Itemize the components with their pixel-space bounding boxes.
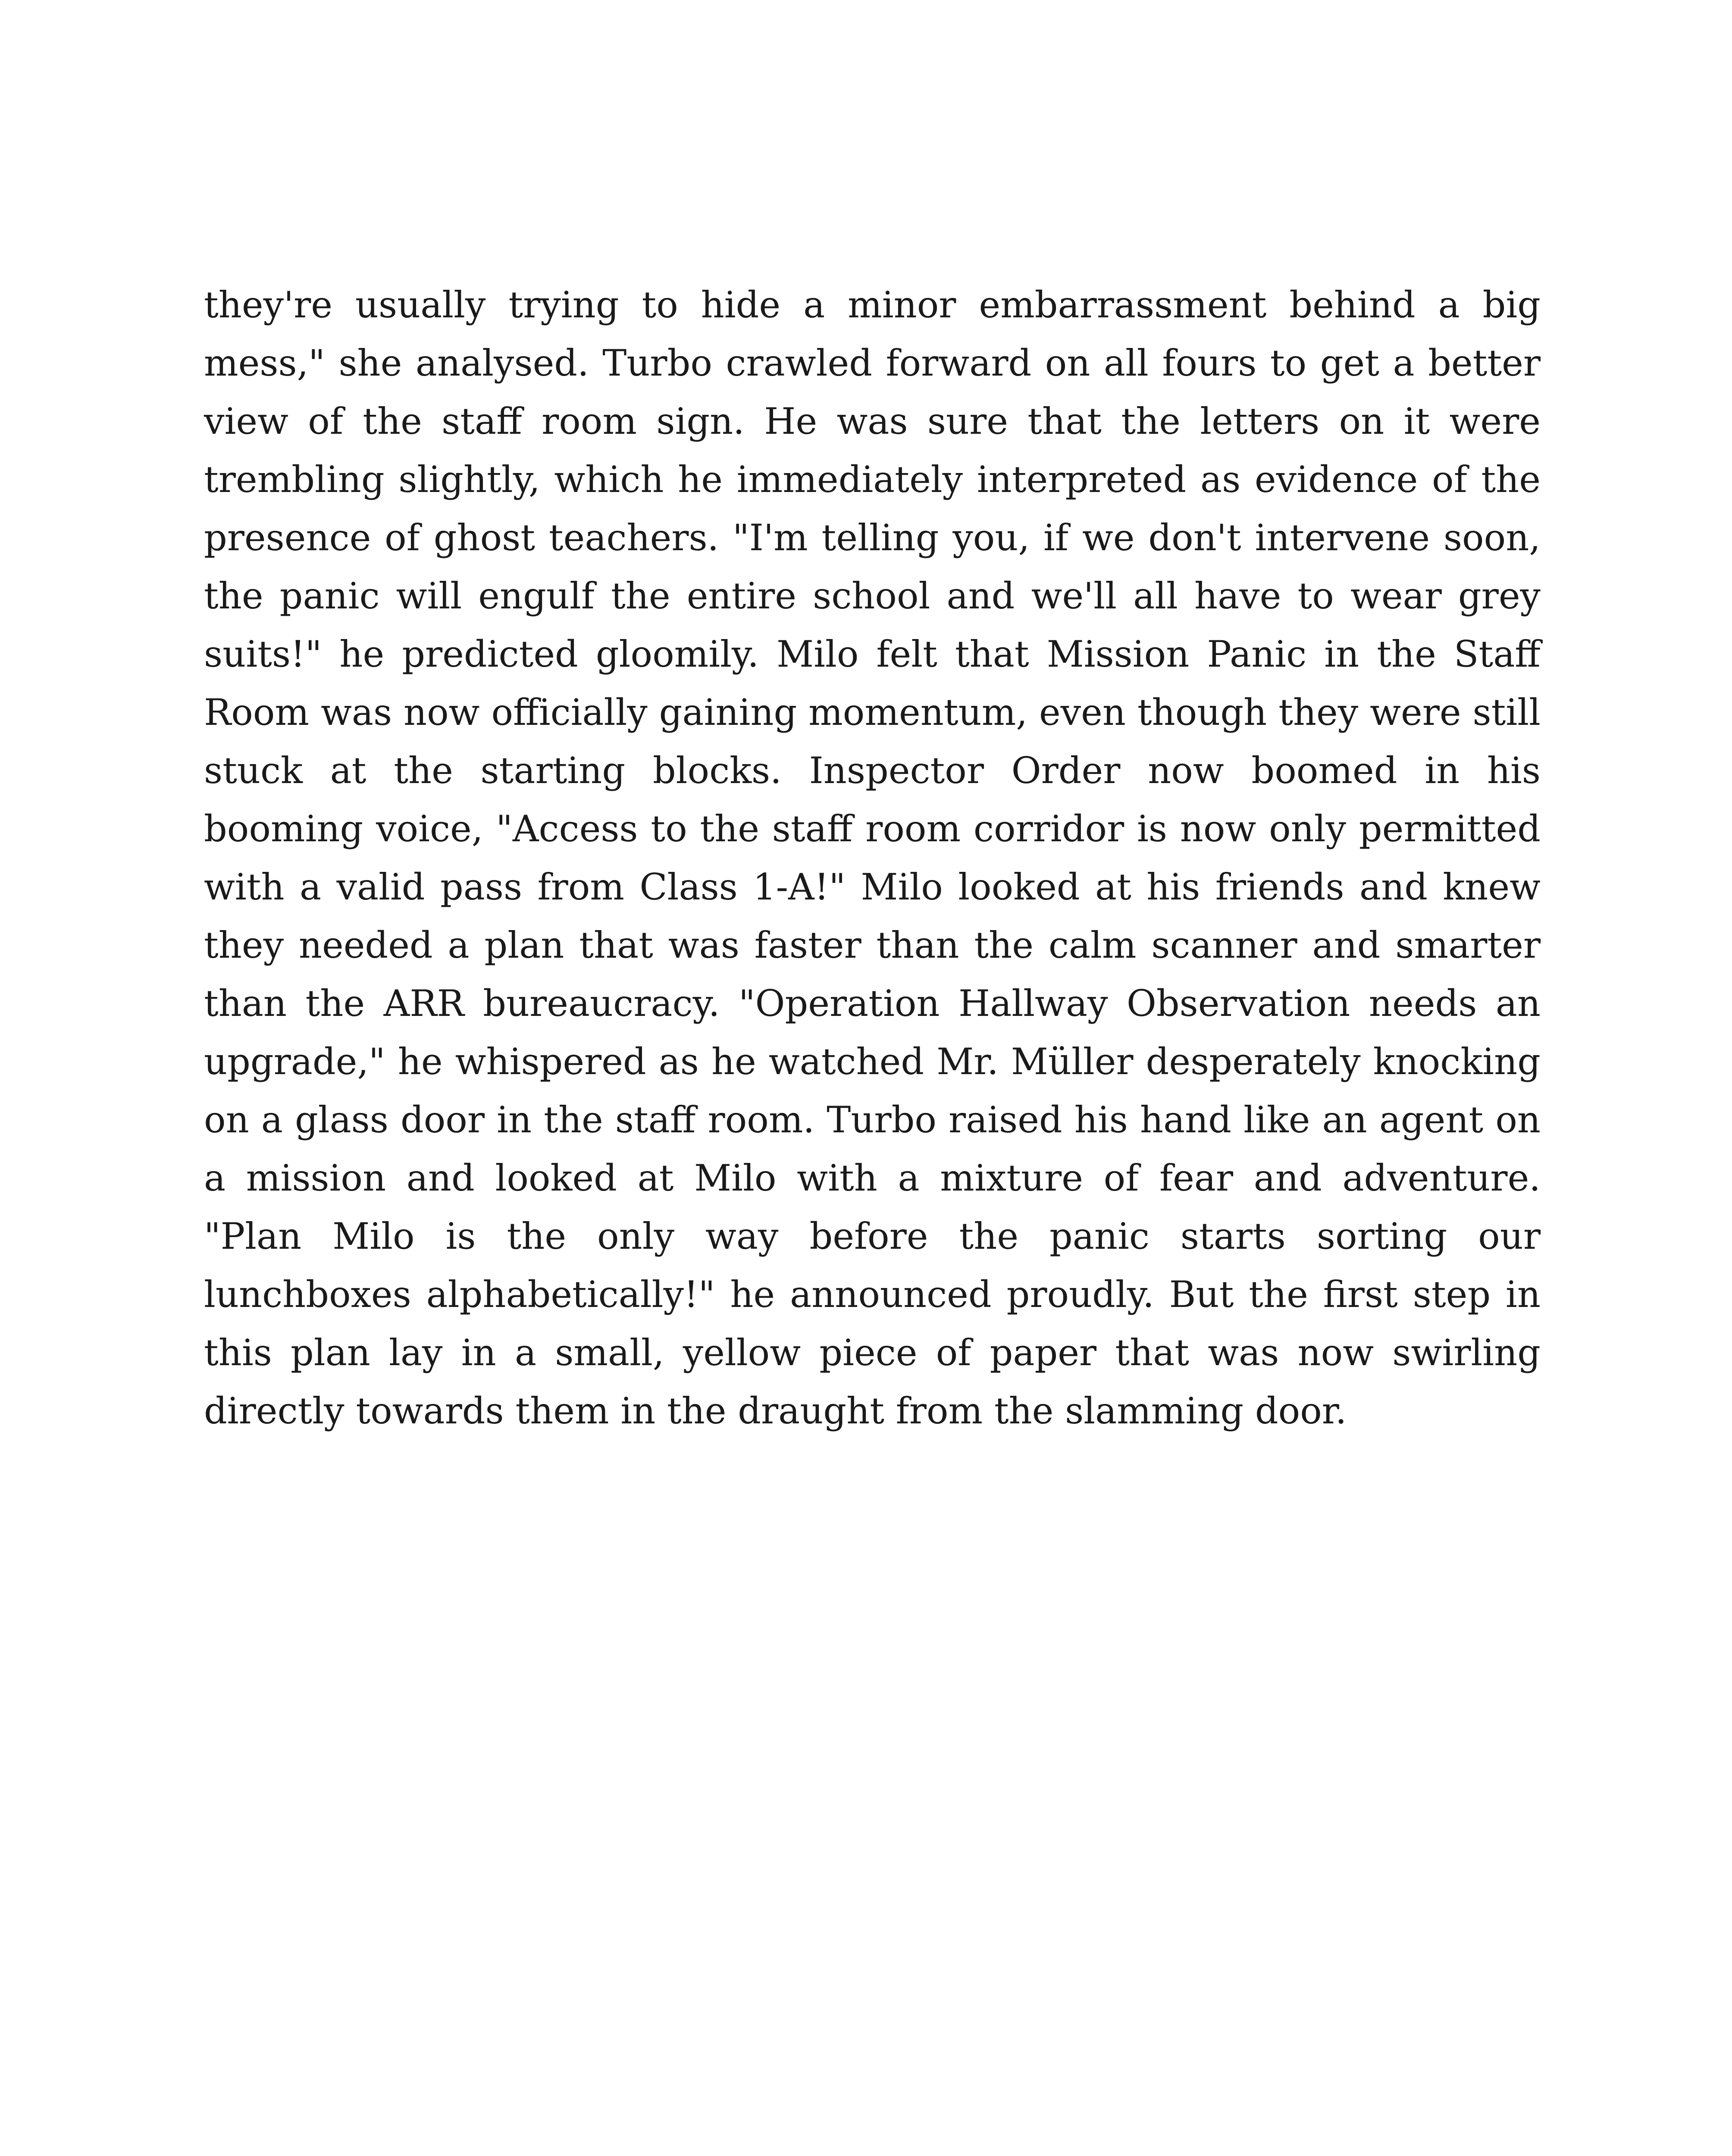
body-paragraph: they're usually trying to hide a minor embarrassment behind a big mess," she analysed. Turbo crawled forward on all fours to get a better view of the staff room sign. He was sure that the letters on it were trembling slightly, which he immediately interpreted as evidence of the presence of ghost teachers. "I'm telling you, if we don't intervene soon, the panic will engulf the entire school and we'll all have to wear grey suits!" he predicted gloomily. Milo felt that Mission Panic in the Staff Room was now officially gaining momentum, even though they were still stuck at the starting blocks. Inspector Order now boomed in his booming voice, "Access to the staff room corridor is now only permitted with a valid pass from Class 1-A!" Milo looked at his friends and knew they needed a plan that was faster than the calm scanner and smarter than the ARR bureaucracy. "Operation Hallway Observation needs an upgrade," he whispered as he watched Mr. Müller desperately knocking on a glass door in the staff room. Turbo raised his hand like an agent on a mission and looked at Milo with a mixture of fear and adventure. "Plan Milo is the only way before the panic starts sorting our lunchboxes alphabetically!" he announced proudly. But the first step in this plan lay in a small, yellow piece of paper that was now swirling directly towards them in the draught from the slamming door. <box>204 284 1541 1432</box>
